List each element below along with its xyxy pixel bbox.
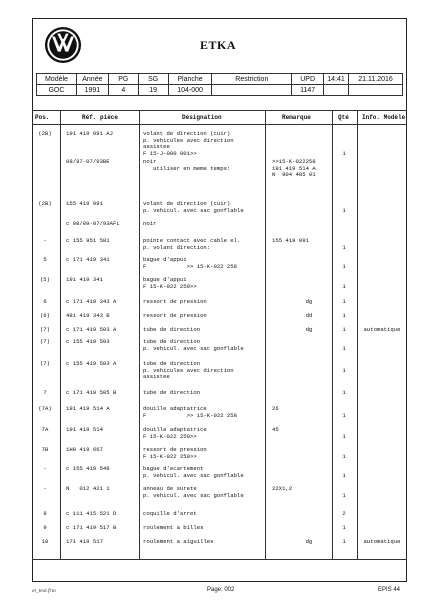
designation-line: tube de direction: [143, 338, 201, 345]
row-part-number: 1H0 419 667: [66, 446, 103, 453]
designation-line: ressort de pression: [143, 446, 207, 453]
row-position: 7A: [41, 426, 49, 433]
row-designation: [143, 221, 303, 228]
row-designation: [143, 131, 303, 157]
row-position: (7): [39, 338, 51, 345]
designation-line: F >> 15-K-022 258: [143, 262, 237, 270]
designation-line: p. vehicul. avec sac gonflable: [143, 491, 244, 499]
designation-line: roulement a aiguilles: [143, 538, 214, 545]
row-part-number: c 08/89-07/93AFL: [66, 220, 120, 227]
row-remark: [272, 427, 340, 434]
row-model-info: automatique: [363, 326, 401, 333]
row-part-number: c 171 419 503 A: [66, 326, 117, 333]
remark-line: dg: [272, 298, 313, 305]
row-designation: [143, 447, 303, 460]
row-position: (7A): [38, 405, 52, 412]
row-part-number: 481 419 343 B: [66, 312, 110, 319]
row-position: (6): [39, 312, 51, 319]
designation-line: utiliser en meme temps:: [143, 164, 231, 172]
row-quantity: 1: [342, 389, 346, 396]
value-sg: 19: [138, 85, 168, 96]
row-quantity: 1: [342, 244, 346, 251]
label-pg: PG: [108, 74, 138, 85]
row-quantity: 1: [342, 453, 346, 460]
value-planche: 104-000: [168, 85, 212, 96]
row-model-info: automatique: [363, 538, 401, 545]
row-position: -: [43, 465, 47, 472]
col-header-designation: Désignation: [182, 114, 222, 121]
row-part-number: c 155 419 549: [66, 465, 110, 472]
value-annee: 1991: [76, 85, 108, 96]
designation-line: bague d'appui: [143, 276, 187, 283]
row-remark: [272, 327, 340, 334]
designation-line: anneau de surete: [143, 485, 197, 492]
row-designation: [143, 201, 303, 214]
row-position: 9: [43, 524, 47, 531]
row-quantity: 1: [342, 367, 346, 374]
remark-line: >>15-K-022258: [272, 158, 316, 165]
row-quantity: 1: [342, 433, 346, 440]
parts-table: [32, 110, 407, 560]
row-designation: [143, 525, 303, 532]
col-header-qty: Qté: [338, 114, 349, 121]
row-position: 5: [43, 256, 47, 263]
row-part-number: 155 419 091: [66, 200, 103, 207]
remark-line: dg: [272, 538, 313, 545]
row-quantity: 1: [342, 312, 346, 319]
remark-line: 22X1,2: [272, 485, 293, 492]
remark-line: 155 419 091: [272, 237, 309, 244]
designation-line: assistee: [143, 373, 170, 381]
row-part-number: c 171 419 505 B: [66, 389, 117, 396]
label-modele: Modèle: [37, 74, 77, 85]
row-designation: [143, 511, 303, 518]
designation-line: p. vehicules avec direction: [143, 366, 234, 374]
row-part-number: N 012 421 1: [66, 485, 110, 492]
row-position: (7): [39, 326, 51, 333]
designation-line: tube de direction: [143, 326, 201, 333]
designation-line: F 15-J-000 001>>: [143, 149, 197, 157]
designation-line: p. volant direction:: [143, 243, 211, 251]
designation-line: p. vehicules avec direction: [143, 136, 234, 144]
row-part-number: 191 419 091 AJ: [66, 130, 113, 137]
remark-line: 191 419 514 A: [272, 164, 316, 172]
remark-line: 45: [272, 426, 279, 433]
time-value: 14:41: [324, 74, 349, 85]
value-restriction: [212, 85, 292, 96]
row-designation: [143, 339, 303, 352]
designation-line: coquille d'arret: [143, 510, 197, 517]
row-quantity: 1: [342, 412, 346, 419]
designation-line: bague d'ecartement: [143, 465, 204, 472]
row-remark: [272, 486, 340, 493]
header-table: [36, 73, 403, 96]
col-header-info-modele: Info. Modèle: [362, 114, 406, 121]
designation-line: tube de direction: [143, 360, 201, 367]
row-part-number: 191 419 514: [66, 426, 103, 433]
label-sg: SG: [138, 74, 168, 85]
row-position: -: [43, 237, 47, 244]
designation-line: assistee: [143, 143, 170, 151]
designation-line: pointe contact avec cable el.: [143, 237, 241, 244]
label-restriction: Restriction: [212, 74, 292, 85]
vw-logo-icon: [44, 26, 82, 64]
designation-line: F 15-K-022 259>>: [143, 432, 197, 440]
row-part-number: 08/87-07/93BE: [66, 158, 110, 165]
row-position: (5): [39, 276, 51, 283]
designation-line: roulement a billes: [143, 524, 204, 531]
row-quantity: 1: [342, 345, 346, 352]
footer-form-name: et_text.frm: [32, 588, 56, 594]
designation-line: noir: [143, 220, 157, 227]
designation-line: volant de direction (cuir): [143, 130, 231, 137]
row-quantity: 1: [342, 524, 346, 531]
row-remark: [272, 159, 340, 179]
row-position: 6: [43, 298, 47, 305]
row-designation: [143, 257, 303, 270]
designation-line: p. vehicul. avec sac gonflable: [143, 206, 244, 214]
row-quantity: 1: [342, 263, 346, 270]
designation-line: p. vehicul. avec sac gonflable: [143, 344, 244, 352]
row-quantity: 1: [342, 150, 346, 157]
row-designation: [143, 277, 303, 290]
col-header-ref: Réf. pièce: [82, 114, 119, 121]
row-position: (2B): [38, 130, 52, 137]
row-remark: [272, 299, 340, 306]
row-designation: [143, 390, 303, 397]
date-value: 21.11.2016: [349, 74, 403, 85]
designation-line: douille adaptatrice: [143, 426, 207, 433]
row-remark: [272, 406, 340, 413]
row-remark: [272, 313, 340, 320]
row-part-number: 191 419 514 A: [66, 405, 110, 412]
remark-line: N 904 485 01: [272, 171, 316, 179]
row-remark: [272, 238, 340, 245]
designation-line: volant de direction (cuir): [143, 200, 231, 207]
value-upd: 1147: [292, 85, 324, 96]
row-designation: [143, 361, 303, 381]
row-part-number: c 171 419 517 B: [66, 524, 117, 531]
col-header-remarque: Remarque: [282, 114, 311, 121]
row-remark: [272, 539, 340, 546]
row-part-number: 171 419 517: [66, 538, 103, 545]
page-title: ETKA: [200, 38, 237, 52]
label-annee: Année: [76, 74, 108, 85]
row-position: 8: [43, 510, 47, 517]
remark-line: 26: [272, 405, 279, 412]
row-quantity: 1: [342, 298, 346, 305]
row-quantity: 2: [342, 510, 346, 517]
designation-line: F 15-K-022 259>>: [143, 452, 197, 460]
remark-line: dg: [272, 326, 313, 333]
row-position: 7: [43, 389, 47, 396]
row-position: -: [43, 485, 47, 492]
designation-line: F 15-K-022 259>>: [143, 282, 197, 290]
row-part-number: c 171 419 341: [66, 256, 110, 263]
row-part-number: c 171 419 343 A: [66, 298, 117, 305]
row-quantity: 1: [342, 492, 346, 499]
row-position: (2B): [38, 200, 52, 207]
row-part-number: c 111 415 521 D: [66, 510, 117, 517]
footer-page-number: Page: 002: [207, 587, 235, 593]
designation-line: tube de direction: [143, 389, 201, 396]
footer-epis: EPIS 44: [378, 587, 401, 593]
row-quantity: 1: [342, 472, 346, 479]
designation-line: p. vehicul. avec sac gonflable: [143, 471, 244, 479]
remark-line: dd: [272, 312, 313, 319]
row-position: (7): [39, 360, 51, 367]
row-quantity: 1: [342, 538, 346, 545]
designation-line: ressort de pression: [143, 312, 207, 319]
row-position: 10: [41, 538, 49, 545]
designation-line: noir: [143, 158, 157, 165]
col-header-pos: Pos.: [35, 114, 50, 121]
row-quantity: 1: [342, 326, 346, 333]
row-quantity: 1: [342, 283, 346, 290]
label-upd: UPD: [292, 74, 324, 85]
row-part-number: c 155 951 581: [66, 237, 110, 244]
designation-line: douille adaptatrice: [143, 405, 207, 412]
row-part-number: c 155 419 503 A: [66, 360, 117, 367]
designation-line: F >> 15-K-022 258: [143, 411, 237, 419]
row-designation: [143, 466, 303, 479]
designation-line: bague d'appui: [143, 256, 187, 263]
designation-line: ressort de pression: [143, 298, 207, 305]
value-modele: GOC: [37, 85, 77, 96]
row-part-number: c 155 419 503: [66, 338, 110, 345]
row-quantity: 1: [342, 207, 346, 214]
row-part-number: 191 419 341: [66, 276, 103, 283]
row-position: 7B: [41, 446, 49, 453]
value-pg: 4: [108, 85, 138, 96]
label-planche: Planche: [168, 74, 212, 85]
